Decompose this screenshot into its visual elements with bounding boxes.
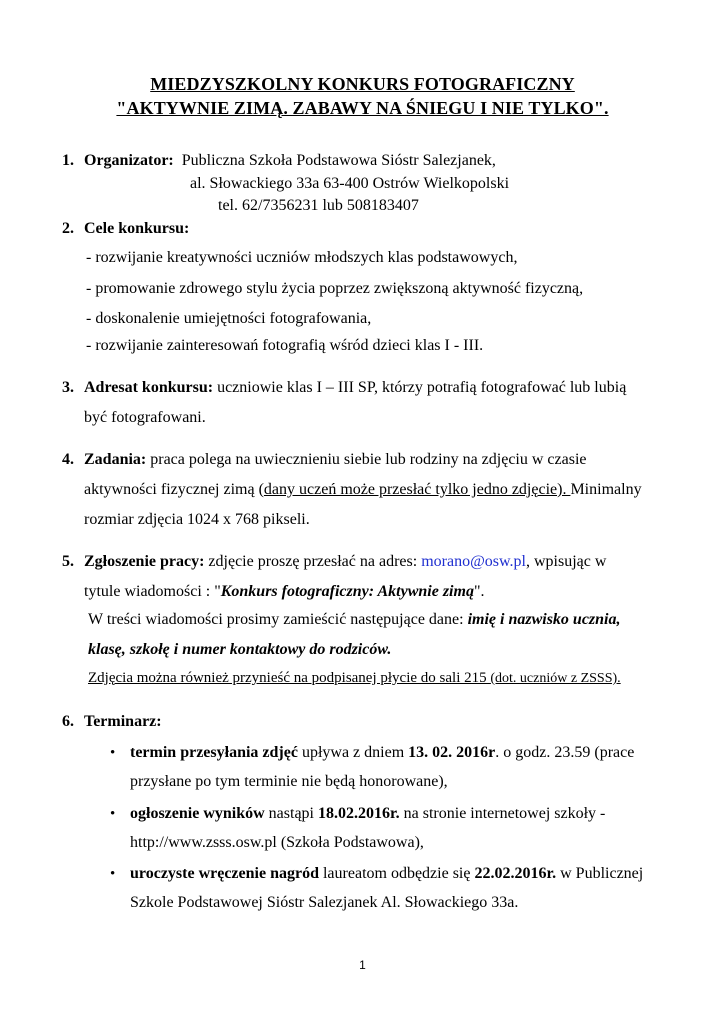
- section-4-line-2: [84, 480, 642, 500]
- section-2-item: - promowanie zdrowego stylu życia poprzez zwiększoną aktywność fizyczną,: [86, 280, 584, 297]
- email-subject: Konkurs fotograficzny: Aktywnie zimą: [220, 583, 474, 600]
- section-4-text: Minimalny: [570, 481, 642, 498]
- timeline-item-date: 22.02.2016r.: [474, 865, 557, 882]
- section-5-label: Zgłoszenie pracy:: [84, 553, 205, 570]
- section-6-number: 6.: [62, 713, 74, 730]
- section-5-small-note: (dot. uczniów z ZSSS).: [490, 671, 621, 686]
- section-5-text: W treści wiadomości prosimy zamieścić następujące dane:: [88, 611, 468, 628]
- section-5-line-5: [88, 668, 621, 689]
- section-2-item: - rozwijanie zainteresowań fotografią wśród dzieci klas I - III.: [86, 337, 484, 354]
- section-3-text: uczniowie klas I – III SP, którzy potrafią fotografować lub lubią: [213, 379, 627, 396]
- title-line-1: MIEDZYSZKOLNY KONKURS FOTOGRAFICZNY: [150, 74, 575, 94]
- timeline-item-3: [130, 864, 643, 884]
- timeline-item-2: [130, 804, 605, 824]
- timeline-item-label: uroczyste wręczenie nagród: [130, 865, 319, 882]
- timeline-item-date: 18.02.2016r.: [318, 805, 400, 822]
- section-1-line-1: [84, 151, 496, 171]
- section-1-phone: tel. 62/7356231 lub 508183407: [218, 197, 419, 214]
- section-3-line-1: [84, 378, 626, 398]
- section-4-label: Zadania:: [84, 451, 147, 468]
- section-5-line-2: [84, 582, 484, 602]
- section-1-organizer-name: Publiczna Szkoła Podstawowa Sióstr Salezjanek,: [181, 152, 496, 169]
- section-5-text: tytule wiadomości : ": [84, 583, 221, 600]
- section-3-label: Adresat konkursu:: [84, 379, 214, 396]
- timeline-item-text: . o godz. 23.59 (prace: [495, 744, 635, 761]
- section-5-line-1: [84, 552, 606, 572]
- section-6-label: Terminarz:: [84, 713, 162, 730]
- timeline-item-text: laureatom odbędzie się: [318, 865, 475, 882]
- section-2-label: Cele konkursu:: [84, 220, 190, 237]
- page-number: 1: [359, 958, 366, 972]
- required-data: imię i nazwisko ucznia,: [467, 611, 621, 628]
- timeline-item-2-line-2: http://www.zsss.osw.pl (Szkoła Podstawowa),: [130, 834, 424, 851]
- section-5-number: 5.: [62, 553, 74, 570]
- section-4-underlined-note: dany uczeń może przesłać tylko jedno zdjęcie).: [263, 481, 571, 498]
- title-line-2: "AKTYWNIE ZIMĄ. ZABAWY NA ŚNIEGU I NIE TYLKO".: [116, 98, 609, 118]
- section-2-number: 2.: [62, 220, 74, 237]
- timeline-item-3-line-2: Szkole Podstawowej Sióstr Salezjanek Al. Słowackiego 33a.: [130, 894, 519, 911]
- section-3-number: 3.: [62, 379, 74, 396]
- timeline-item-label: termin przesyłania zdjęć: [130, 744, 298, 761]
- section-4-line-1: [84, 450, 587, 470]
- bullet-icon: •: [110, 806, 116, 822]
- bullet-icon: •: [110, 745, 116, 761]
- section-2-item: - rozwijanie kreatywności uczniów młodszych klas podstawowych,: [86, 249, 518, 266]
- timeline-item-date: 13. 02. 2016r: [408, 744, 496, 761]
- section-5-line-3: [88, 610, 621, 630]
- timeline-item-text: nastąpi: [264, 805, 318, 822]
- timeline-item-text: w Publicznej: [556, 865, 644, 882]
- timeline-item-text: upływa z dniem: [297, 744, 409, 761]
- section-5-text: zdjęcie proszę przesłać na adres:: [204, 553, 422, 570]
- section-4-number: 4.: [62, 451, 74, 468]
- bullet-icon: •: [110, 866, 116, 882]
- timeline-item-label: ogłoszenie wyników: [130, 805, 265, 822]
- section-5-text: , wpisując w: [525, 553, 607, 570]
- email-link[interactable]: morano@osw.pl: [421, 553, 526, 570]
- section-1-label: Organizator:: [84, 152, 174, 169]
- section-1-address: al. Słowackiego 33a 63-400 Ostrów Wielkopolski: [190, 175, 510, 192]
- timeline-item-text: na stronie internetowej szkoły -: [399, 805, 606, 822]
- section-5-text: Zdjęcia można również przynieść na podpisanej płycie do sali 215: [88, 670, 491, 686]
- required-data-continued: klasę, szkołę i numer kontaktowy do rodziców.: [88, 641, 392, 658]
- section-4-text: aktywności fizycznej zimą (: [84, 481, 264, 498]
- section-5-text: ".: [473, 583, 485, 600]
- timeline-item-1: [130, 743, 634, 763]
- section-3-line-2: być fotografowani.: [84, 409, 206, 426]
- section-4-line-3: rozmiar zdjęcia 1024 x 768 pikseli.: [84, 511, 310, 528]
- section-4-text: praca polega na uwiecznieniu siebie lub rodziny na zdjęciu w czasie: [146, 451, 587, 468]
- timeline-item-1-line-2: przysłane po tym terminie nie będą honorowane),: [130, 773, 448, 790]
- section-1-number: 1.: [62, 152, 74, 169]
- section-2-item: - doskonalenie umiejętności fotografowania,: [86, 310, 372, 327]
